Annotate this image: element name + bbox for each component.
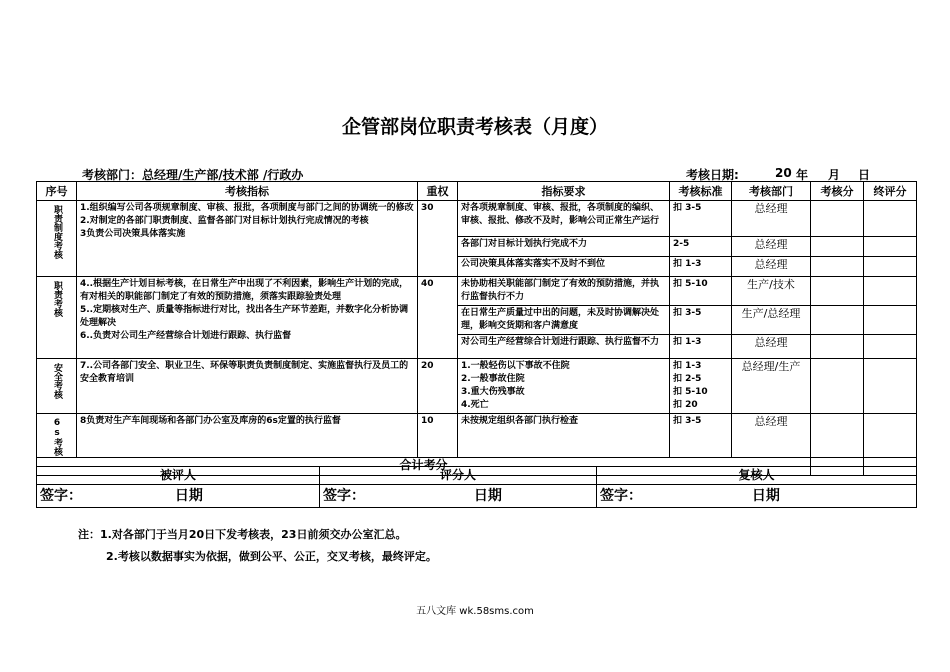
header-cell: 终评分	[864, 182, 917, 201]
standard-line: 扣 5-10	[673, 387, 708, 397]
dept-cell: 总经理	[732, 257, 811, 277]
table-row	[37, 359, 917, 414]
final-score-cell[interactable]	[864, 335, 917, 359]
standard-line: 扣 2-5	[673, 374, 702, 384]
score-cell[interactable]	[811, 237, 864, 257]
score-cell[interactable]	[811, 201, 864, 237]
sign-label: 签字：	[600, 487, 642, 504]
header-cell: 考核部门	[732, 182, 811, 201]
standard-cell	[670, 359, 732, 414]
header-cell: 考核分	[811, 182, 864, 201]
note-line: 2.考核以数据事实为依据，做到公平、公正，交叉考核，最终评定。	[106, 550, 437, 563]
category-label: 6s考核	[52, 418, 62, 456]
requirement-cell: 公司决策具体落实落实不及时不到位	[458, 257, 670, 277]
category-cell	[37, 414, 77, 458]
dept-cell: 生产/技术	[732, 277, 811, 306]
final-score-cell[interactable]	[864, 277, 917, 306]
category-label: 安全考核	[52, 363, 62, 399]
indicator-line: 3负责公司决策具体落实施	[80, 229, 186, 239]
header-cell: 重权	[418, 182, 458, 201]
indicator-cell	[77, 414, 418, 458]
weight-cell: 10	[418, 414, 458, 458]
final-score-cell[interactable]	[864, 201, 917, 237]
assessment-day: 日	[858, 168, 871, 182]
assessment-month: 月	[828, 168, 841, 182]
final-score-cell[interactable]	[864, 306, 917, 335]
requirement-cell: 对各项规章制度、审核、报批，各项制度的编织、审核、报批、修改不及时，影响公司正常生产运行	[458, 201, 670, 237]
notes	[78, 524, 437, 568]
weight-cell: 20	[418, 359, 458, 414]
indicator-line: 8负责对生产车间现场和各部门办公室及库房的6s定置的执行监督	[80, 416, 341, 426]
total-label: 合计考分	[37, 458, 811, 476]
category-cell	[37, 359, 77, 414]
indicator-line: 5..定期核对生产、质量等指标进行对比，找出各生产环节差距，并数字化分析协调处理解决	[80, 305, 409, 328]
requirement-line: 4.死亡	[461, 400, 489, 410]
assessment-year-prefix: 20	[775, 166, 792, 180]
role-scorer: 评分人	[320, 467, 597, 485]
final-score-cell[interactable]	[864, 237, 917, 257]
requirement-line: 1.一般轻伤以下事故不住院	[461, 361, 570, 371]
sign-label: 签字：	[40, 487, 82, 504]
assessment-date-label: 考核日期:	[686, 168, 739, 182]
signoff-sign-row	[37, 485, 917, 508]
note-line: 注：1.对各部门于当月20日下发考核表，23日前须交办公室汇总。	[78, 528, 407, 541]
score-cell[interactable]	[811, 335, 864, 359]
requirement-cell: 在日常生产质量过中出的问题，未及时协调解决处理，影响交货期和客户满意度	[458, 306, 670, 335]
final-score-cell[interactable]	[864, 359, 917, 414]
requirement-cell: 对公司生产经营综合计划进行跟踪、执行监督不力	[458, 335, 670, 359]
signature-field[interactable]	[597, 485, 917, 508]
requirement-cell: 未协助相关职能部门制定了有效的预防措施，并执行监督执行不力	[458, 277, 670, 306]
indicator-line: 1.组织编写公司各项规章制度、审核、报批，各项制度与部门之间的协调统一的修改	[80, 203, 414, 213]
score-cell[interactable]	[811, 277, 864, 306]
requirement-cell: 各部门对目标计划执行完成不力	[458, 237, 670, 257]
score-cell[interactable]	[811, 414, 864, 458]
dept-cell: 总经理	[732, 414, 811, 458]
assessment-departments: 考核部门：总经理/生产部/技术部 /行政办	[82, 168, 304, 182]
standard-cell: 扣 5-10	[670, 277, 732, 306]
category-cell	[37, 201, 77, 277]
header-cell: 考核标准	[670, 182, 732, 201]
signature-field[interactable]	[37, 485, 320, 508]
date-label: 日期	[473, 487, 502, 504]
table-row	[37, 201, 917, 237]
category-label: 职责制度考核	[52, 205, 62, 259]
assessment-table	[36, 181, 917, 476]
dept-cell: 总经理	[732, 335, 811, 359]
standard-line: 扣 20	[673, 400, 698, 410]
standard-cell: 扣 3-5	[670, 414, 732, 458]
role-checker: 复核人	[597, 467, 917, 485]
score-cell[interactable]	[811, 306, 864, 335]
table-row	[37, 277, 917, 306]
signature-field[interactable]	[320, 485, 597, 508]
standard-cell: 扣 3-5	[670, 306, 732, 335]
final-score-cell[interactable]	[864, 414, 917, 458]
category-cell	[37, 277, 77, 359]
date-label: 日期	[174, 487, 203, 504]
score-cell[interactable]	[811, 359, 864, 414]
indicator-cell	[77, 201, 418, 277]
indicator-line: 6..负责对公司生产经营综合计划进行跟踪、执行监督	[80, 331, 292, 341]
weight-cell: 30	[418, 201, 458, 277]
dept-cell: 总经理/生产	[732, 359, 811, 414]
date-label: 日期	[751, 487, 780, 504]
sign-label: 签字：	[323, 487, 365, 504]
header-cell: 序号	[37, 182, 77, 201]
standard-cell: 扣 3-5	[670, 201, 732, 237]
indicator-line: 7..公司各部门安全、职业卫生、环保等职责负责制度制定、实施监督执行及员工的安全教育培训	[80, 361, 409, 384]
category-label: 职责考核	[52, 281, 62, 317]
weight-cell: 40	[418, 277, 458, 359]
indicator-line: 2.对制定的各部门职责制度、监督各部门对目标计划执行完成情况的考核	[80, 216, 369, 226]
footer-watermark: 五八文库 wk.58sms.com	[416, 606, 534, 617]
standard-cell: 扣 1-3	[670, 257, 732, 277]
header-cell: 指标要求	[458, 182, 670, 201]
score-cell[interactable]	[811, 257, 864, 277]
dept-cell: 生产/总经理	[732, 306, 811, 335]
header-cell: 考核指标	[77, 182, 418, 201]
indicator-cell	[77, 359, 418, 414]
requirement-line: 2.一般事故住院	[461, 374, 525, 384]
requirement-cell: 未按规定组织各部门执行检查	[458, 414, 670, 458]
final-score-cell[interactable]	[864, 257, 917, 277]
signoff-role-row	[37, 467, 917, 485]
role-reviewee: 被评人	[37, 467, 320, 485]
indicator-cell	[77, 277, 418, 359]
dept-cell: 总经理	[732, 201, 811, 237]
assessment-year: 年	[796, 168, 809, 182]
page-title: 企管部岗位职责考核表（月度）	[341, 116, 608, 138]
table-row	[37, 414, 917, 458]
requirement-line: 3.重大伤残事故	[461, 387, 525, 397]
standard-line: 扣 1-3	[673, 361, 702, 371]
standard-cell: 2-5	[670, 237, 732, 257]
indicator-line: 4..根据生产计划目标考核，在日常生产中出现了不利因素，影响生产计划的完成，有对相关的职能部门制定了有效的预防措施，须落实跟踪验责处理	[80, 279, 409, 302]
standard-cell: 扣 1-3	[670, 335, 732, 359]
dept-cell: 总经理	[732, 237, 811, 257]
requirement-cell	[458, 359, 670, 414]
signoff-table	[36, 466, 917, 508]
header-row	[37, 182, 917, 201]
